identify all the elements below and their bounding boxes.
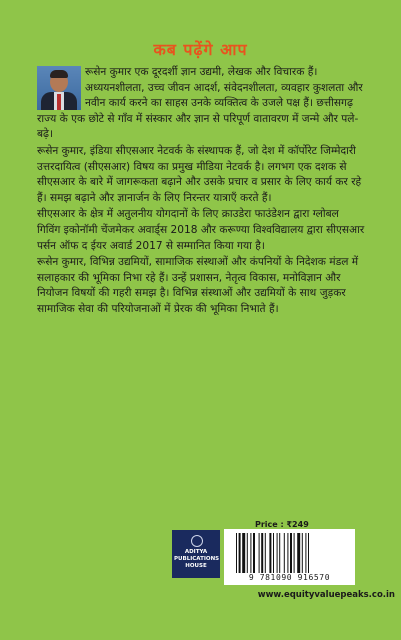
author-bio xyxy=(37,65,365,319)
isbn-number: 9 781090 916570 xyxy=(248,573,331,582)
bio-paragraph-3: सीएसआर के क्षेत्र में अतुलनीय योगदानों के लिए क्राउडेरा फाउंडेशन द्वारा ग्लोबल गिविंग इकोनॉमी चेंजमेकर अवार्ड्स 2018 और करूण्या विश्वविद्यालय द्वारा सीएसआर पर्सन ऑफ द ईयर अवार्ड 2017 से सम्मानित किया गया है। xyxy=(37,208,365,252)
publisher-emblem-icon xyxy=(191,535,203,547)
price-label: Price : ₹249 xyxy=(255,520,309,529)
publisher-name: ADITYA PUBLICATIONS HOUSE xyxy=(174,549,220,569)
bio-paragraph-2: रूसेन कुमार, इंडिया सीएसआर नेटवर्क के संस्थापक हैं, जो देश में कॉर्पोरेट जिम्मेदारी उत्तरदायित्व (सीएसआर) विषय का प्रमुख मीडिया नेटवर्क है। लगभग एक दशक से सीएसआर के बारे में जागरूकता बढ़ाने और उसके प्रचार व प्रसार के लिए कार्य कर रहे हैं। समझ बढ़ाने और ज्ञानार्जन के लिए निरन्तर यात्राएँ करते हैं। xyxy=(37,144,362,204)
bio-paragraph-4: रूसेन कुमार, विभिन्न उद्यमियों, सामाजिक संस्थाओं और कंपनियों के निदेशक मंडल में सलाहकार की भूमिका निभा रहे हैं। उन्हें प्रशासन, नेतृत्व विकास, मनोविज्ञान और नियोजन विषयों की गहरी समझ है। विभिन्न संस्थाओं और उद्यमियों के साथ जुड़कर सामाजिक सेवा की परियोजनाओं में प्रेरक की भूमिका निभाते हैं। xyxy=(37,256,359,315)
publisher-logo xyxy=(172,530,220,578)
website-url: www.equityvaluepeaks.co.in xyxy=(257,590,395,600)
book-title: कब पढ़ेंगे आप xyxy=(153,40,248,59)
barcode-icon xyxy=(236,533,343,573)
isbn-barcode xyxy=(224,529,355,585)
bio-paragraph-1: रूसेन कुमार एक दूरदर्शी ज्ञान उद्यमी, लेखक और विचारक हैं। अध्ययनशीलता, उच्च जीवन आदर्श, संवेदनशीलता, व्यवहार कुशलता और नवीन कार्य करने का साहस उनके व्यक्तित्व के उजले पक्ष हैं। छत्तीसगढ़ राज्य के एक छोटे से गाँव में संस्कार और ज्ञान से परिपूर्ण वातावरण में जन्मे और पले-बढ़े। xyxy=(37,66,363,141)
